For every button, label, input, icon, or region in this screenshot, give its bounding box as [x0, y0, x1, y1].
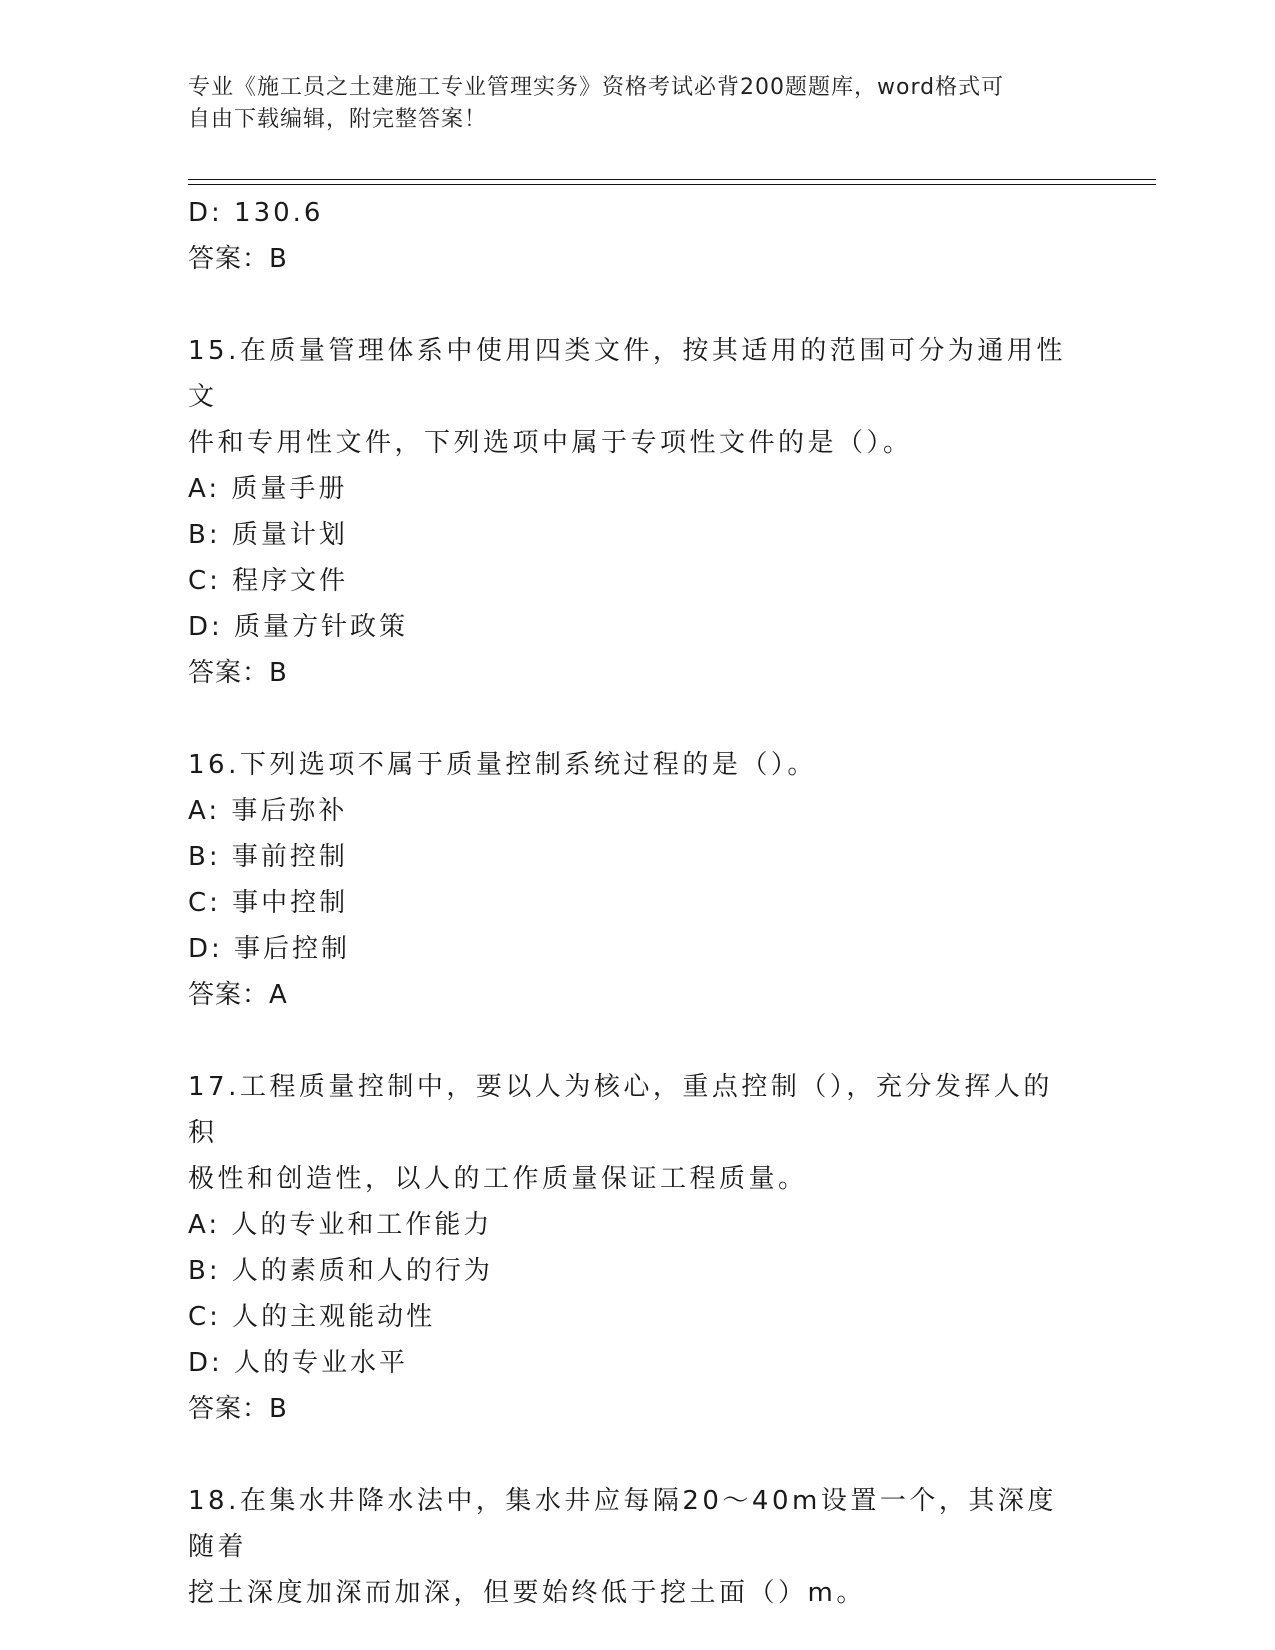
option-d: D: 质量方针政策 [188, 612, 409, 642]
option-b: B: 事前控制 [188, 842, 348, 872]
question-text-line-1: 17.工程质量控制中，要以人为核心，重点控制（），充分发挥人的积 [188, 1072, 1053, 1148]
option-c: C: 程序文件 [188, 566, 349, 596]
question-17 [188, 1064, 1088, 1432]
header-divider-bottom [188, 184, 1156, 185]
header-divider-top [188, 179, 1156, 180]
document-header [188, 72, 1068, 136]
option-a: A: 质量手册 [188, 474, 348, 504]
option-b: B: 质量计划 [188, 520, 348, 550]
answer: 答案：B [188, 1394, 288, 1424]
answer: 答案：B [188, 244, 288, 274]
option-d: D: 事后控制 [188, 934, 351, 964]
option-a: A: 人的专业和工作能力 [188, 1210, 493, 1240]
option-b: B: 人的素质和人的行为 [188, 1256, 493, 1286]
question-text-line-2: 件和专用性文件，下列选项中属于专项性文件的是（）。 [188, 428, 913, 458]
question-text-line-2: 极性和创造性，以人的工作质量保证工程质量。 [188, 1164, 808, 1194]
question-text-line-1: 18.在集水井降水法中，集水井应每隔20～40m设置一个，其深度随着 [188, 1486, 1057, 1562]
header-line-2: 自由下载编辑，附完整答案！ [188, 107, 488, 132]
header-line-1: 专业《施工员之土建施工专业管理实务》资格考试必背200题题库，word格式可 [188, 75, 1005, 100]
option-c: C: 事中控制 [188, 888, 349, 918]
question-text-line-1: 16.下列选项不属于质量控制系统过程的是（）。 [188, 750, 817, 780]
answer: 答案：A [188, 980, 288, 1010]
document-body [188, 190, 1088, 1616]
option-a: A: 事后弥补 [188, 796, 348, 826]
option-c: C: 人的主观能动性 [188, 1302, 436, 1332]
question-18 [188, 1478, 1088, 1616]
question-text-line-2: 挖土深度加深而加深，但要始终低于挖土面（）m。 [188, 1578, 866, 1608]
question-text-line-1: 15.在质量管理体系中使用四类文件，按其适用的范围可分为通用性文 [188, 336, 1066, 412]
question-15 [188, 328, 1088, 696]
answer: 答案：B [188, 658, 288, 688]
option-d: D: 130.6 [188, 198, 324, 228]
option-d: D: 人的专业水平 [188, 1348, 409, 1378]
question-16 [188, 742, 1088, 1018]
